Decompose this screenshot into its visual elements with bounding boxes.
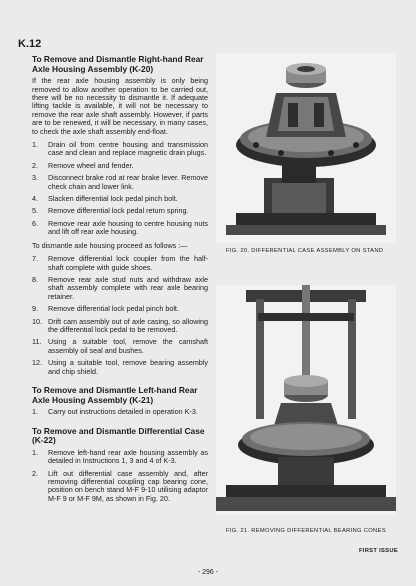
- step-number: 4.: [32, 194, 38, 204]
- section-title-k22: To Remove and Dismantle Differential Case (K-22): [32, 425, 205, 446]
- step-text: Slacken differential lock pedal pinch bolt.: [48, 194, 178, 204]
- step-text: Drift cam assembly out of axle casing, so allowing the differential lock pedal to be removed.: [48, 316, 208, 334]
- step-text: Remove wheel and fender.: [48, 160, 134, 170]
- issue-label: FIRST ISSUE: [358, 548, 398, 554]
- step-number: 11.: [32, 337, 42, 347]
- section-mid-k20: To dismantle axle housing proceed as follows :—: [32, 240, 188, 250]
- step-text: Remove differential lock coupler from the half-shaft complete with guide shoes.: [48, 254, 208, 272]
- figure-21-photo: [216, 285, 396, 515]
- step-number: 8.: [32, 274, 38, 284]
- step-text: Remove left-hand rear axle housing assembly as detailed in Instructions 1, 3 and 4 of K-3.: [48, 447, 208, 466]
- page-number: - 296 -: [197, 569, 219, 576]
- figure-20-caption: FIG. 20. DIFFERENTIAL CASE ASSEMBLY ON STAND: [226, 248, 384, 254]
- step-number: 6.: [32, 218, 38, 228]
- step-text: Remove differential lock pedal pinch bolt.: [48, 304, 179, 314]
- step-text: Using a suitable tool, remove bearing assembly and chip shield.: [48, 358, 208, 376]
- section-title-k20: To Remove and Dismantle Right-hand Rear Axle Housing Assembly (K-20): [32, 54, 204, 74]
- step-item: [32, 195, 208, 203]
- step-item: [32, 408, 208, 416]
- step-item: [32, 318, 208, 335]
- step-item: [32, 207, 208, 215]
- step-item: [32, 449, 208, 466]
- step-item: [32, 255, 208, 272]
- step-list-k22: [32, 449, 208, 503]
- section-intro-k20: If the rear axle housing assembly is only being removed to allow another operation to be carried out, there will be no necessity to dismantle it. If adequate lifting tackle is available, it will not be necessary to remove the rear axle shaft assembly. However, if parts are to be renewed, it will be necessary, in many cases, to check the axle shaft assembly end-float.: [32, 76, 208, 136]
- step-list-k21: [32, 408, 208, 416]
- figure-20-photo: [216, 53, 396, 243]
- step-number: 1.: [32, 407, 38, 417]
- step-number: 1.: [32, 140, 38, 150]
- step-item: [32, 470, 208, 504]
- step-number: 9.: [32, 304, 38, 314]
- step-list-k20-a: [32, 141, 208, 237]
- step-text: Remove differential lock pedal return spring.: [48, 206, 189, 216]
- step-item: [32, 305, 208, 313]
- step-item: [32, 359, 208, 376]
- step-text: Drain oil from centre housing and transmission case and clean and replace magnetic drain plugs.: [48, 140, 208, 158]
- step-number: 12.: [32, 358, 42, 368]
- step-item: [32, 338, 208, 355]
- step-item: [32, 220, 208, 237]
- step-list-k20-b: [32, 255, 208, 376]
- step-text: Using a suitable tool, remove the camshaft assembly oil seal and bushes.: [48, 337, 208, 355]
- section-title-k21: To Remove and Dismantle Left-hand Rear Axle Housing Assembly (K-21): [32, 384, 198, 405]
- page-id: K.12: [18, 38, 42, 50]
- step-item: [32, 162, 208, 170]
- step-number: 2.: [32, 160, 38, 170]
- step-number: 3.: [32, 173, 38, 183]
- step-number: 1.: [32, 447, 38, 457]
- step-text: Remove rear axle housing to centre housing nuts and lift off rear axle housing.: [48, 218, 208, 237]
- step-number: 10.: [32, 316, 42, 326]
- step-item: [32, 174, 208, 191]
- text-column: [32, 55, 208, 508]
- figure-21-caption: FIG. 21. REMOVING DIFFERENTIAL BEARING CONES: [226, 528, 386, 534]
- step-text: Disconnect brake rod at rear brake lever. Remove check chain and lower link.: [48, 173, 208, 191]
- step-number: 7.: [32, 254, 38, 264]
- step-text: Remove rear axle stud nuts and withdraw axle shaft assembly complete with rear axle bearing retainer.: [48, 274, 208, 301]
- step-text: Carry out instructions detailed in operation K-3.: [48, 407, 198, 417]
- step-item: [32, 276, 208, 301]
- step-number: 5.: [32, 206, 38, 216]
- step-number: 2.: [32, 468, 38, 478]
- step-item: [32, 141, 208, 158]
- step-text: Lift out differential case assembly and, after removing differential coupling cap bearing cone, position on bench stand M-F 9-10 utilising adaptor M-F 9 or M-F 9M, as shown in Fig. 20.: [48, 468, 208, 503]
